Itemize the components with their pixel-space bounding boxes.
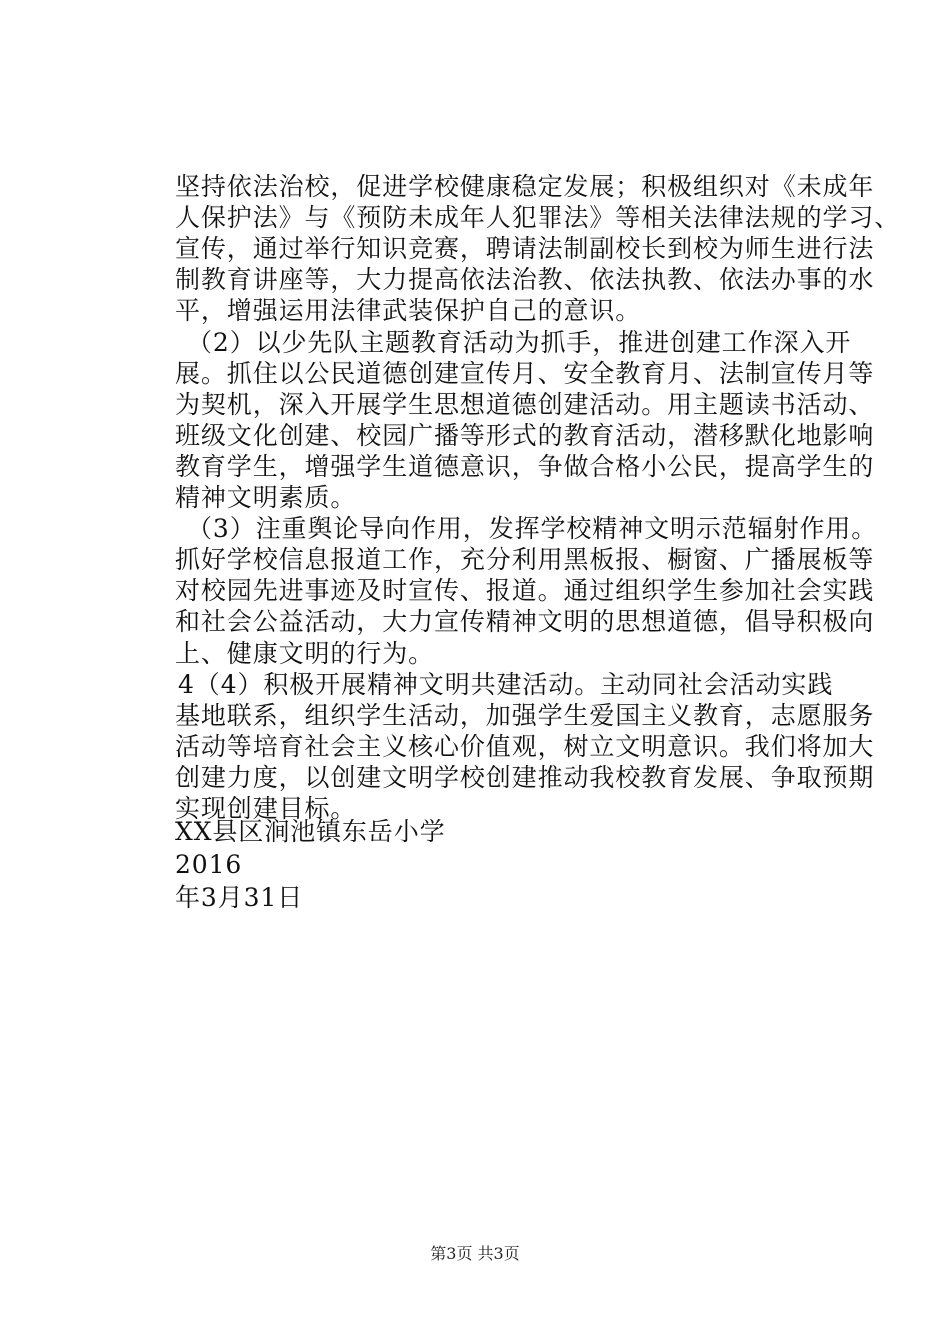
page-footer: 第3页 共3页 xyxy=(430,1244,520,1263)
body-line: 人保护法》与《预防未成年人犯罪法》等相关法律法规的学习、 xyxy=(175,203,901,232)
body-line: 教育学生，增强学生道德意识，争做合格小公民，提高学生的 xyxy=(175,452,875,481)
body-line: 活动等培育社会主义核心价值观，树立文明意识。我们将加大 xyxy=(175,732,875,761)
body-line: （3）注重舆论导向作用，发挥学校精神文明示范辐射作用。 xyxy=(187,514,878,543)
signature-year: 2016 xyxy=(175,850,243,879)
body-line: 坚持依法治校，促进学校健康稳定发展；积极组织对《未成年 xyxy=(175,172,875,201)
body-line: 和社会公益活动，大力宣传精神文明的思想道德，倡导积极向 xyxy=(175,607,875,636)
body-line: 班级文化创建、校园广播等形式的教育活动，潜移默化地影响 xyxy=(175,421,875,450)
body-line: 实现创建目标。 xyxy=(175,794,357,823)
body-line: 上、健康文明的行为。 xyxy=(175,639,435,668)
body-line: 基地联系，组织学生活动，加强学生爱国主义教育，志愿服务 xyxy=(175,701,875,730)
body-line: （2）以少先队主题教育活动为抓手，推进创建工作深入开 xyxy=(187,328,852,357)
body-line: 为契机，深入开展学生思想道德创建活动。用主题读书活动、 xyxy=(175,390,875,419)
body-line: 平，增强运用法律武装保护自己的意识。 xyxy=(175,296,642,325)
body-line: 制教育讲座等，大力提高依法治教、依法执教、依法办事的水 xyxy=(175,265,875,294)
body-line: 抓好学校信息报道工作，充分利用黑板报、橱窗、广播展板等 xyxy=(175,545,875,574)
body-line: 4（4）积极开展精神文明共建活动。主动同社会活动实践 xyxy=(178,670,834,699)
signature-school: XX县区涧池镇东岳小学 xyxy=(175,817,446,846)
body-line: 创建力度，以创建文明学校创建推动我校教育发展、争取预期 xyxy=(175,763,875,792)
body-line: 精神文明素质。 xyxy=(175,483,357,512)
signature-date: 年3月31日 xyxy=(175,883,304,912)
body-line: 宣传，通过举行知识竞赛，聘请法制副校长到校为师生进行法 xyxy=(175,234,875,263)
body-line: 展。抓住以公民道德创建宣传月、安全教育月、法制宣传月等 xyxy=(175,359,875,388)
body-line: 对校园先进事迹及时宣传、报道。通过组织学生参加社会实践 xyxy=(175,576,875,605)
